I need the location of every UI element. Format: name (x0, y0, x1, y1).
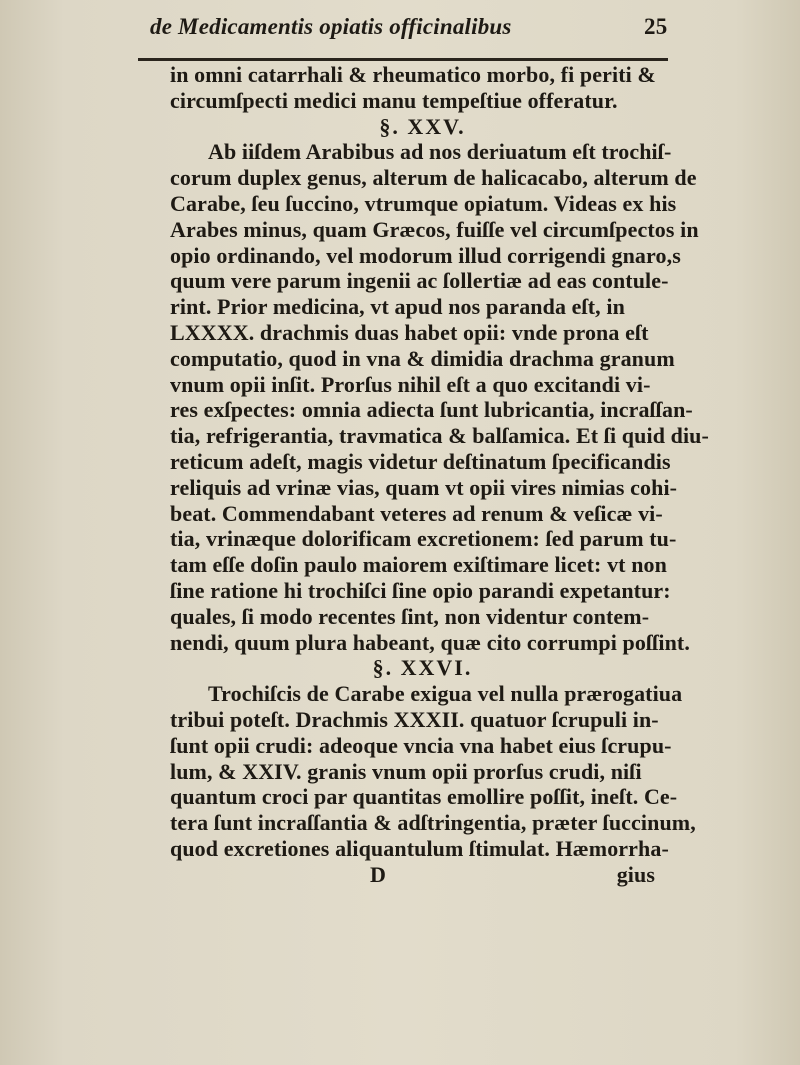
text-line: in omni catarrhali & rheumatico morbo, fi periti & (170, 62, 656, 87)
page-number: 25 (644, 14, 668, 39)
page-footer (170, 862, 675, 888)
text-line: quum vere parum ingenii ac ſollertiæ ad eas contule- (170, 268, 669, 294)
text-line: computatio, quod in vna & dimidia drachma granum (170, 345, 675, 371)
text-line: nendi, quum plura habeant, quæ cito corrumpi poſſint. (170, 629, 690, 655)
text-line: tia, vrinæque dolorificam excretionem: ſed parum tu- (170, 526, 677, 552)
text-line: Ab iiſdem Arabibus ad nos deriuatum eſt trochiſ- (208, 139, 672, 165)
text-line: Arabes minus, quam Græcos, fuiſſe vel circumſpectos in (170, 216, 699, 242)
text-line: beat. Commendabant veteres ad renum & veſicæ vi- (170, 500, 663, 526)
text-line: tam eſſe doſin paulo maiorem exiſtimare licet: vt non (170, 552, 667, 578)
section-heading: §. XXVI. (372, 655, 473, 681)
body-text (170, 62, 709, 888)
signature-mark: D (370, 861, 386, 887)
text-line: opio ordinando, vel modorum illud corrigendi gnaro,s (170, 242, 681, 268)
text-line: res exſpectes: omnia adiecta ſunt lubricantia, incraſſan- (170, 397, 693, 423)
text-line: reliquis ad vrinæ vias, quam vt opii vires nimias cohi- (170, 474, 678, 500)
text-line: vnum opii inſit. Prorſus nihil eſt a quo excitandi vi- (170, 371, 651, 397)
text-line: Trochiſcis de Carabe exigua vel nulla prærogatiua (208, 681, 683, 707)
text-line: ſunt opii crudi: adeoque vncia vna habet eius ſcrupu- (170, 732, 672, 758)
text-line: quantum croci par quantitas emollire poſſit, ineſt. Ce- (170, 784, 678, 810)
text-line: corum duplex genus, alterum de halicacabo, alterum de (170, 165, 697, 191)
text-line: LXXXX. drachmis duas habet opii: vnde prona eſt (170, 319, 649, 345)
text-line: ſine ratione hi trochiſci ſine opio parandi expetantur: (170, 577, 671, 603)
running-head-title: de Medicamentis opiatis officinalibus (150, 14, 512, 39)
section-heading: §. XXV. (379, 113, 466, 139)
text-line: tribui poteſt. Drachmis XXXII. quatuor ſcrupuli in- (170, 706, 659, 732)
text-line: Carabe, ſeu ſuccino, vtrumque opiatum. Videas ex his (170, 190, 677, 216)
text-line: quod excretiones aliquantulum ſtimulat. Hæmorrha- (170, 835, 669, 861)
text-line: tera ſunt incraſſantia & adſtringentia, præter ſuccinum, (170, 810, 696, 836)
text-line: reticum adeſt, magis videtur deſtinatum ſpecificandis (170, 448, 671, 474)
running-head (150, 8, 670, 48)
text-line: circumſpecti medici manu tempeſtiue offeratur. (170, 87, 618, 113)
text-line: rint. Prior medicina, vt apud nos paranda eſt, in (170, 294, 625, 320)
header-rule (138, 58, 668, 61)
text-line: quales, ſi modo recentes ſint, non videntur contem- (170, 603, 650, 629)
text-line: lum, & XXIV. granis vnum opii prorſus crudi, niſi (170, 758, 642, 784)
catchword: gius (616, 861, 655, 887)
text-line: tia, refrigerantia, travmatica & balſamica. Et ſi quid diu- (170, 423, 709, 449)
